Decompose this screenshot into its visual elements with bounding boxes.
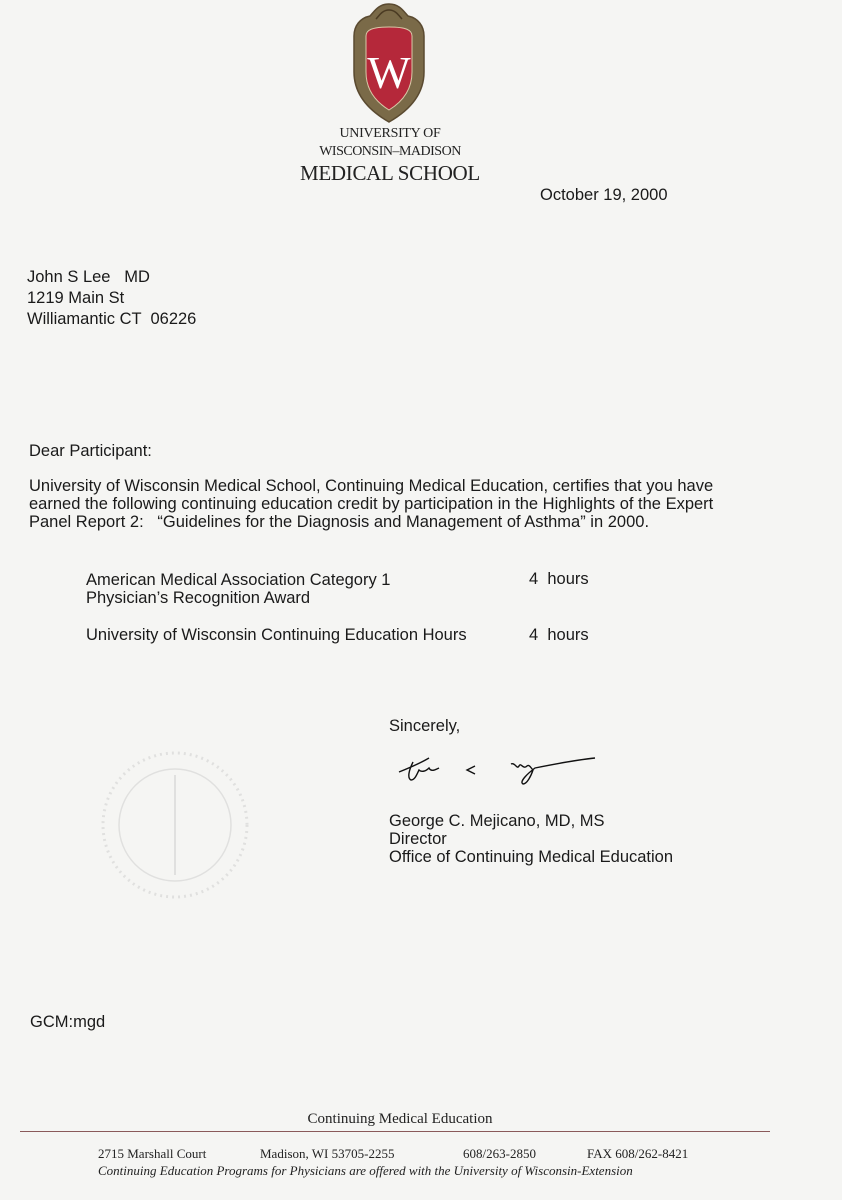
credit-1-hours: 4 hours: [529, 570, 589, 588]
signer-block: [389, 812, 673, 866]
letter-date: October 19, 2000: [540, 186, 668, 204]
salutation: Dear Participant:: [29, 442, 152, 460]
crest-letter: W: [367, 47, 411, 98]
footer-divider: [20, 1131, 770, 1132]
footer-note: Continuing Education Programs for Physicians are offered with the University of Wisconsin-Extension: [98, 1163, 633, 1178]
signer-office: Office of Continuing Medical Education: [389, 848, 674, 866]
letterhead-line-1: UNIVERSITY OF: [339, 126, 441, 141]
uw-crest-icon: [348, 2, 430, 124]
recipient-street: 1219 Main St: [27, 289, 125, 307]
credit-2-hours: 4 hours: [529, 626, 589, 644]
credit-1-sublabel: Physician’s Recognition Award: [86, 589, 311, 607]
letterhead-line-2: WISCONSIN–MADISON: [319, 144, 461, 159]
body-paragraph: [29, 477, 819, 531]
footer-title: Continuing Medical Education: [307, 1111, 493, 1127]
body-line: University of Wisconsin Medical School, Continuing Medical Education, certifies that you have: [29, 477, 714, 495]
recipient-city: Williamantic CT 06226: [27, 310, 197, 328]
signer-title: Director: [389, 830, 447, 848]
recipient-name: John S Lee MD: [27, 268, 150, 286]
signature-icon: [395, 750, 605, 788]
typist-initials: GCM:mgd: [30, 1013, 106, 1031]
letterhead-line-3: MEDICAL SCHOOL: [300, 161, 480, 185]
credit-1-label: American Medical Association Category 1: [86, 571, 391, 589]
footer-street: 2715 Marshall Court: [98, 1146, 207, 1161]
closing: Sincerely,: [389, 717, 461, 735]
credit-2-label: University of Wisconsin Continuing Education Hours: [86, 626, 467, 644]
recipient-address: [27, 268, 196, 331]
footer-fax: FAX 608/262-8421: [587, 1146, 689, 1161]
footer-phone: 608/263-2850: [463, 1146, 536, 1161]
footer-city: Madison, WI 53705-2255: [260, 1146, 395, 1161]
body-line: Panel Report 2: “Guidelines for the Diagnosis and Management of Asthma” in 2000.: [29, 513, 650, 531]
embossed-seal-icon: [95, 745, 255, 905]
signer-name: George C. Mejicano, MD, MS: [389, 812, 605, 830]
body-line: earned the following continuing education credit by participation in the Highlights of the Expert: [29, 495, 714, 513]
